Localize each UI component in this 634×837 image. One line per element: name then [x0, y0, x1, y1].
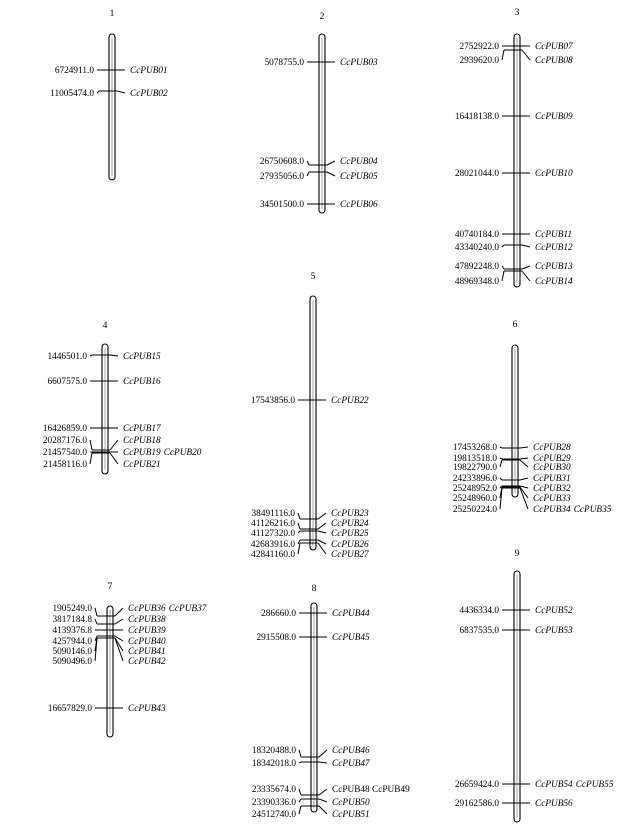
gene-label: CcPUB47: [332, 759, 370, 770]
marker-position: 286660.0: [261, 609, 296, 620]
marker-position: 4257944.0: [52, 637, 92, 648]
marker-position: 29162586.0: [454, 799, 499, 810]
marker-position: 5090146.0: [52, 647, 92, 658]
marker-connector: [318, 540, 326, 544]
marker-connector-left: [502, 50, 504, 60]
marker-connector: [319, 806, 327, 814]
gene-label: CcPUB13: [535, 262, 573, 273]
gene-label: CcPUB23: [331, 509, 369, 520]
gene-label: CcPUB46: [332, 746, 370, 757]
marker-connector-left: [298, 523, 300, 529]
marker-position: 28021044.0: [454, 169, 499, 180]
marker-position: 48969348.0: [454, 277, 499, 288]
marker: [43, 448, 202, 458]
marker-position: 2752922.0: [459, 42, 499, 53]
marker-connector-left: [502, 266, 504, 269]
gene-label: CcPUB38: [128, 615, 166, 626]
gene-label: CcPUB02: [130, 89, 168, 100]
marker-position: 6837535.0: [459, 626, 499, 637]
marker-position: 21458116.0: [43, 460, 87, 471]
marker-connector-left: [500, 458, 502, 459]
gene-label: CcPUB33: [533, 494, 571, 505]
chromosome-number: 3: [514, 8, 520, 18]
gene-label: CcPUB51: [332, 810, 370, 821]
marker-position: 4139376.8: [52, 626, 92, 637]
marker-connector-left: [298, 543, 300, 554]
marker-position: 25250224.0: [452, 505, 497, 516]
marker-position: 42841160.0: [251, 550, 295, 561]
marker-position: 41126216.0: [251, 519, 295, 530]
marker-connector-left: [299, 762, 301, 763]
gene-label: CcPUB06: [340, 200, 378, 211]
marker-connector-left: [95, 619, 97, 624]
gene-label: CcPUB30: [533, 463, 571, 474]
marker-connector-left: [500, 478, 502, 480]
gene-label: CcPUB43: [128, 704, 166, 715]
marker-connector-left: [307, 172, 309, 176]
marker-position: 47892248.0: [454, 262, 499, 273]
gene-label: CcPUB54: [535, 780, 573, 791]
gene-label: CcPUB56: [535, 799, 573, 810]
marker-connector-left: [502, 245, 504, 247]
marker-connector: [520, 447, 528, 448]
marker-position: 4436334.0: [459, 606, 499, 617]
marker-connector: [520, 486, 528, 488]
marker-position: 11005474.0: [50, 89, 94, 100]
marker-connector: [318, 523, 326, 529]
chromosome-number: 6: [512, 320, 518, 330]
chromosome-number: 4: [102, 321, 108, 331]
marker-connector: [115, 608, 123, 616]
marker-position: 24233896.0: [452, 474, 497, 485]
marker-connector: [520, 488, 528, 509]
gene-label: CcPUB22: [331, 396, 369, 407]
marker: [455, 780, 614, 790]
chromosome-number: 7: [107, 582, 113, 592]
marker-connector: [522, 50, 530, 60]
gene-label: CcPUB01: [130, 66, 168, 77]
marker-position: 16426859.0: [42, 424, 87, 435]
marker-connector: [110, 355, 118, 356]
marker-connector: [318, 531, 326, 533]
gene-label: CcPUB03: [340, 58, 378, 69]
chromosome-6: [453, 320, 612, 515]
marker-connector-left: [298, 531, 300, 533]
marker-position: 20287176.0: [42, 436, 87, 447]
marker-position: 23335674.0: [251, 785, 296, 796]
marker-connector: [319, 750, 327, 757]
chromosome-8: [252, 584, 410, 820]
marker-connector: [520, 458, 528, 459]
marker-connector-left: [299, 750, 301, 757]
gene-label: CcPUB28: [533, 443, 571, 454]
marker-connector: [327, 172, 335, 176]
gene-label: CcPUB44: [332, 609, 370, 620]
gene-label: CcPUB08: [535, 56, 573, 67]
marker-position: 26659424.0: [454, 780, 499, 791]
gene-label: CcPUB32: [533, 484, 571, 495]
gene-label: CcPUB24: [331, 519, 369, 530]
gene-label: CcPUB29: [533, 454, 571, 465]
gene-label: CcPUB53: [535, 626, 573, 637]
gene-label: CcPUB16: [123, 377, 161, 388]
gene-label: CcPUB05: [340, 172, 378, 183]
gene-label: CcPUB26: [331, 540, 369, 551]
marker-position: 16418138.0: [454, 112, 499, 123]
marker-position: 43340240.0: [454, 243, 499, 254]
gene-label: CcPUB11: [535, 230, 573, 241]
gene-label: CcPUB04: [340, 157, 378, 168]
chromosome-1: [50, 9, 168, 180]
marker-connector-left: [299, 799, 301, 802]
marker-connector: [327, 161, 335, 165]
gene-label: CcPUB19: [123, 448, 161, 459]
marker-position: 18320488.0: [251, 746, 296, 757]
marker-connector: [319, 762, 327, 763]
marker-position: 2915508.0: [256, 633, 296, 644]
gene-label: CcPUB55: [575, 780, 614, 791]
marker-connector-left: [97, 91, 99, 93]
marker-position: 19822790.0: [452, 463, 497, 474]
marker-position: 16657829.0: [47, 704, 92, 715]
marker-position: 5078755.0: [264, 58, 304, 69]
gene-label: CcPUB41: [128, 647, 166, 658]
marker-position: 27935056.0: [259, 172, 304, 183]
marker-position: 41127320.0: [251, 529, 295, 540]
gene-label: CcPUB42: [128, 657, 166, 668]
marker-position: 34501500.0: [259, 200, 304, 211]
marker-connector: [520, 478, 528, 480]
marker-connector-left: [299, 789, 301, 795]
marker-connector-left: [500, 460, 502, 467]
marker-connector-left: [90, 440, 92, 450]
marker-connector: [117, 91, 125, 93]
marker-position: 25248960.0: [452, 494, 497, 505]
gene-label: CcPUB09: [535, 112, 573, 123]
gene-label: CcPUB40: [128, 637, 166, 648]
marker-position: 38491116.0: [251, 509, 295, 520]
chromosome-4: [43, 321, 202, 474]
gene-label: CcPUB20: [163, 448, 202, 459]
marker-position: 17453268.0: [452, 443, 497, 454]
gene-label: CcPUB07: [535, 42, 573, 53]
gene-label: CcPUB14: [535, 277, 573, 288]
gene-label: CcPUB48 CcPUB49: [332, 785, 410, 796]
marker-position: 40740184.0: [454, 230, 499, 241]
gene-label: CcPUB39: [128, 626, 166, 637]
marker-connector: [319, 789, 327, 795]
marker-position: 1905249.0: [52, 604, 92, 615]
marker-position: 23390336.0: [251, 798, 296, 809]
marker-connector-left: [299, 806, 301, 814]
chromosome-2: [260, 12, 378, 213]
marker-position: 18342018.0: [251, 759, 296, 770]
chromosome-number: 8: [311, 584, 317, 594]
marker-connector: [110, 453, 118, 464]
gene-label: CcPUB15: [123, 352, 161, 363]
gene-label: CcPUB45: [332, 633, 370, 644]
marker: [252, 785, 410, 795]
marker-position: 6607575.0: [47, 377, 87, 388]
marker-position: 2939620.0: [459, 56, 499, 67]
marker-connector: [319, 799, 327, 802]
gene-label: CcPUB36: [128, 604, 166, 615]
gene-label: CcPUB12: [535, 243, 573, 254]
marker: [455, 230, 572, 240]
marker-connector: [522, 271, 530, 281]
marker-position: 26750608.0: [259, 157, 304, 168]
marker-position: 24512740.0: [251, 810, 296, 821]
marker-connector: [115, 619, 123, 624]
gene-label: CcPUB34: [533, 505, 571, 516]
marker-position: 21457540.0: [42, 448, 87, 459]
marker-connector-left: [502, 271, 504, 281]
marker-connector-left: [95, 608, 97, 616]
chromosome-3: [455, 8, 573, 287]
chromosome-number: 2: [319, 12, 325, 22]
marker-position: 5090496.0: [52, 657, 92, 668]
marker-position: 25248952.0: [452, 484, 497, 495]
chromosome-9: [455, 549, 614, 822]
marker-position: 42683916.0: [250, 540, 295, 551]
gene-label: CcPUB31: [533, 474, 571, 485]
marker-position: 19813518.0: [452, 454, 497, 465]
marker-connector-left: [307, 161, 309, 165]
marker-connector: [520, 460, 528, 467]
gene-label: CcPUB25: [331, 529, 369, 540]
marker-connector: [110, 440, 118, 450]
chromosome-number: 1: [109, 9, 115, 19]
marker-connector-left: [500, 447, 502, 448]
marker-position: 17543856.0: [250, 396, 295, 407]
gene-label: CcPUB35: [573, 505, 612, 516]
chromosome-7: [48, 582, 207, 737]
marker-connector: [318, 513, 326, 519]
marker-connector: [522, 245, 530, 247]
marker-connector: [318, 543, 326, 554]
marker-position: 1446501.0: [47, 352, 87, 363]
gene-label: CcPUB52: [535, 606, 573, 617]
chromosome-number: 9: [514, 549, 520, 559]
gene-label: CcPUB10: [535, 169, 573, 180]
gene-label: CcPUB17: [123, 424, 161, 435]
marker-connector-left: [90, 355, 92, 356]
gene-label: CcPUB27: [331, 550, 369, 561]
chromosome-number: 5: [310, 272, 316, 282]
marker-position: 6724911.0: [54, 66, 94, 77]
chromosome-5: [251, 272, 369, 560]
gene-label: CcPUB21: [123, 460, 161, 471]
gene-label: CcPUB37: [168, 604, 207, 615]
marker-connector-left: [298, 513, 300, 519]
marker-position: 3817184.8: [52, 615, 92, 626]
gene-label: CcPUB50: [332, 798, 370, 809]
marker-connector-left: [90, 453, 92, 464]
marker-connector: [522, 266, 530, 269]
gene-label: CcPUB18: [123, 436, 161, 447]
